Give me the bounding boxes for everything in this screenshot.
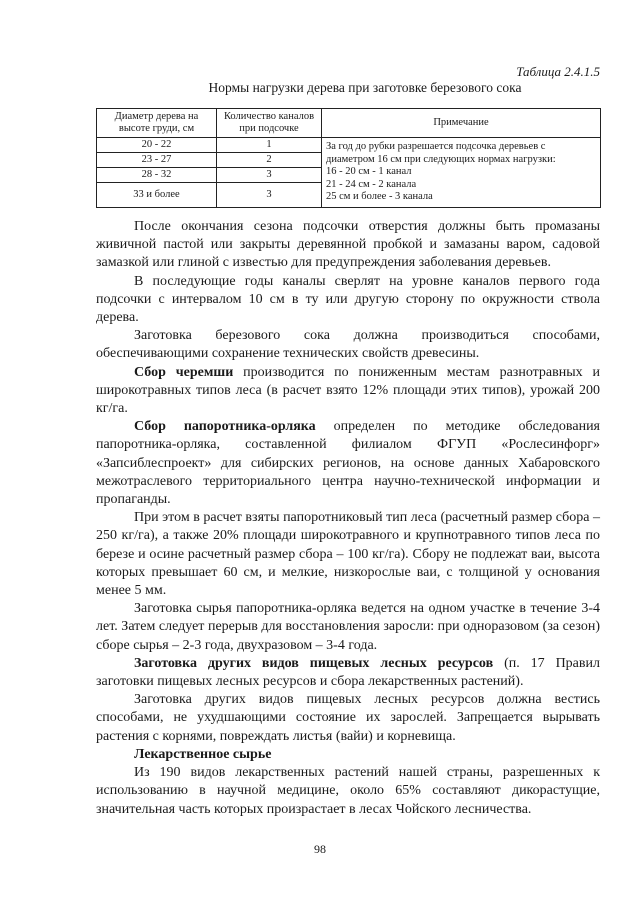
paragraph-heading: Сбор черемши [134, 364, 234, 380]
table-header-row [97, 109, 601, 138]
page-number: 98 [314, 842, 326, 856]
paragraph [96, 273, 600, 328]
paragraph-text: После окончания сезона подсочки отверстия должны быть промазаны живичной пастой или закрыты деревянной пробкой и замазаны варом, садовой замазкой или глиной с известью для предупреждения заболевания деревьев. [96, 219, 600, 271]
paragraph-heading: Сбор папоротника-орляка [134, 419, 316, 435]
paragraph [96, 218, 600, 273]
paragraph [96, 764, 600, 819]
note-line: 16 - 20 см - 1 канал [326, 166, 412, 178]
paragraph [96, 655, 600, 691]
paragraph-text: производится по пониженным местам разнотравных и широкотравных типов леса (в расчет взято 12% площади этих типов), урожай 200 кг/га. [96, 364, 600, 417]
paragraph [96, 691, 600, 746]
cell-diameter: 28 - 32 [97, 168, 217, 183]
paragraph-text: определен по методике обследования папоротника-орляка, составленной филиалом ФГУП «Рослесинфорг» «Запсиблеспроект» для сибирских регионов, на основе данных Хабаровского межотраслевого территориального центра научно-технической информации и пропаганды. [96, 419, 600, 508]
paragraph-text: Заготовка сырья папоротника-орляка ведется на одном участке в течение 3-4 лет. Затем следует перерыв для восстановления заросли: при одноразовом (за сезон) сборе сырья – 2-3 года, двухразовом – 3-4 года. [96, 601, 600, 653]
cell-diameter: 23 - 27 [97, 153, 217, 168]
paragraph [96, 364, 600, 419]
paragraph-text: Заготовка березового сока должна производиться способами, обеспечивающими сохранение технических свойств древесины. [96, 328, 600, 362]
note-line: За год до рубки разрешается подсочка деревьев с [326, 141, 546, 153]
cell-channels: 2 [217, 153, 322, 168]
header-note: Примечание [322, 109, 601, 138]
paragraph [96, 746, 600, 764]
paragraph-text: Заготовка других видов пищевых лесных ресурсов должна вестись способами, не ухудшающими состояние их зарослей. Запрещается вырывать растения с корнями, повреждать листья (вайи) и корневища. [96, 692, 600, 744]
paragraph [96, 600, 600, 655]
paragraph-text: Из 190 видов лекарственных растений нашей страны, разрешенных к использованию в научной медицине, около 65% составляют дикорастущие, значительная часть которых произрастает в лесах Чойского лесничества. [96, 765, 600, 817]
table-title: Нормы нагрузки дерева при заготовке березового сока [208, 80, 522, 95]
cell-note [322, 138, 601, 208]
paragraph-text: (п. 17 Правил заготовки пищевых лесных ресурсов и сбора лекарственных растений). [96, 655, 600, 690]
paragraph-text: В последующие годы каналы сверлят на уровне каналов первого года подсочки с интервалом 10 см в ту или другую сторону по окружности ствола дерева. [96, 273, 600, 326]
header-channels: Количество каналов при подсочке [217, 109, 322, 138]
note-line: 25 см и более - 3 канала [326, 191, 433, 203]
cell-diameter: 20 - 22 [97, 138, 217, 153]
cell-channels: 1 [217, 138, 322, 153]
table-row [97, 138, 601, 153]
cell-channels: 3 [217, 183, 322, 208]
note-line: диаметром 16 см при следующих нормах нагрузки: [326, 153, 556, 165]
paragraph [96, 509, 600, 600]
paragraph-heading: Заготовка других видов пищевых лесных ресурсов [134, 655, 494, 671]
table-label: Таблица 2.4.1.5 [516, 64, 600, 79]
norms-table [96, 108, 601, 208]
header-diameter: Диаметр дерева на высоте груди, см [97, 109, 217, 138]
paragraph-heading: Лекарственное сырье [134, 746, 272, 762]
paragraph-text: При этом в расчет взяты папоротниковый тип леса (расчетный размер сбора – 250 кг/га), а также 20% площади широкотравного и крупнотравного типов леса по березе и осине расчетный размер сбора – 100 кг/га). Сбору не подлежат ваи, высота которых превышает 60 см, и мелкие, низкорослые ваи, с толщиной у основания менее 5 мм. [96, 510, 600, 599]
note-line: 21 - 24 см - 2 канала [326, 178, 417, 190]
cell-diameter: 33 и более [97, 183, 217, 208]
paragraph [96, 327, 600, 363]
cell-channels: 3 [217, 168, 322, 183]
paragraph [96, 418, 600, 509]
body-text [96, 218, 600, 819]
